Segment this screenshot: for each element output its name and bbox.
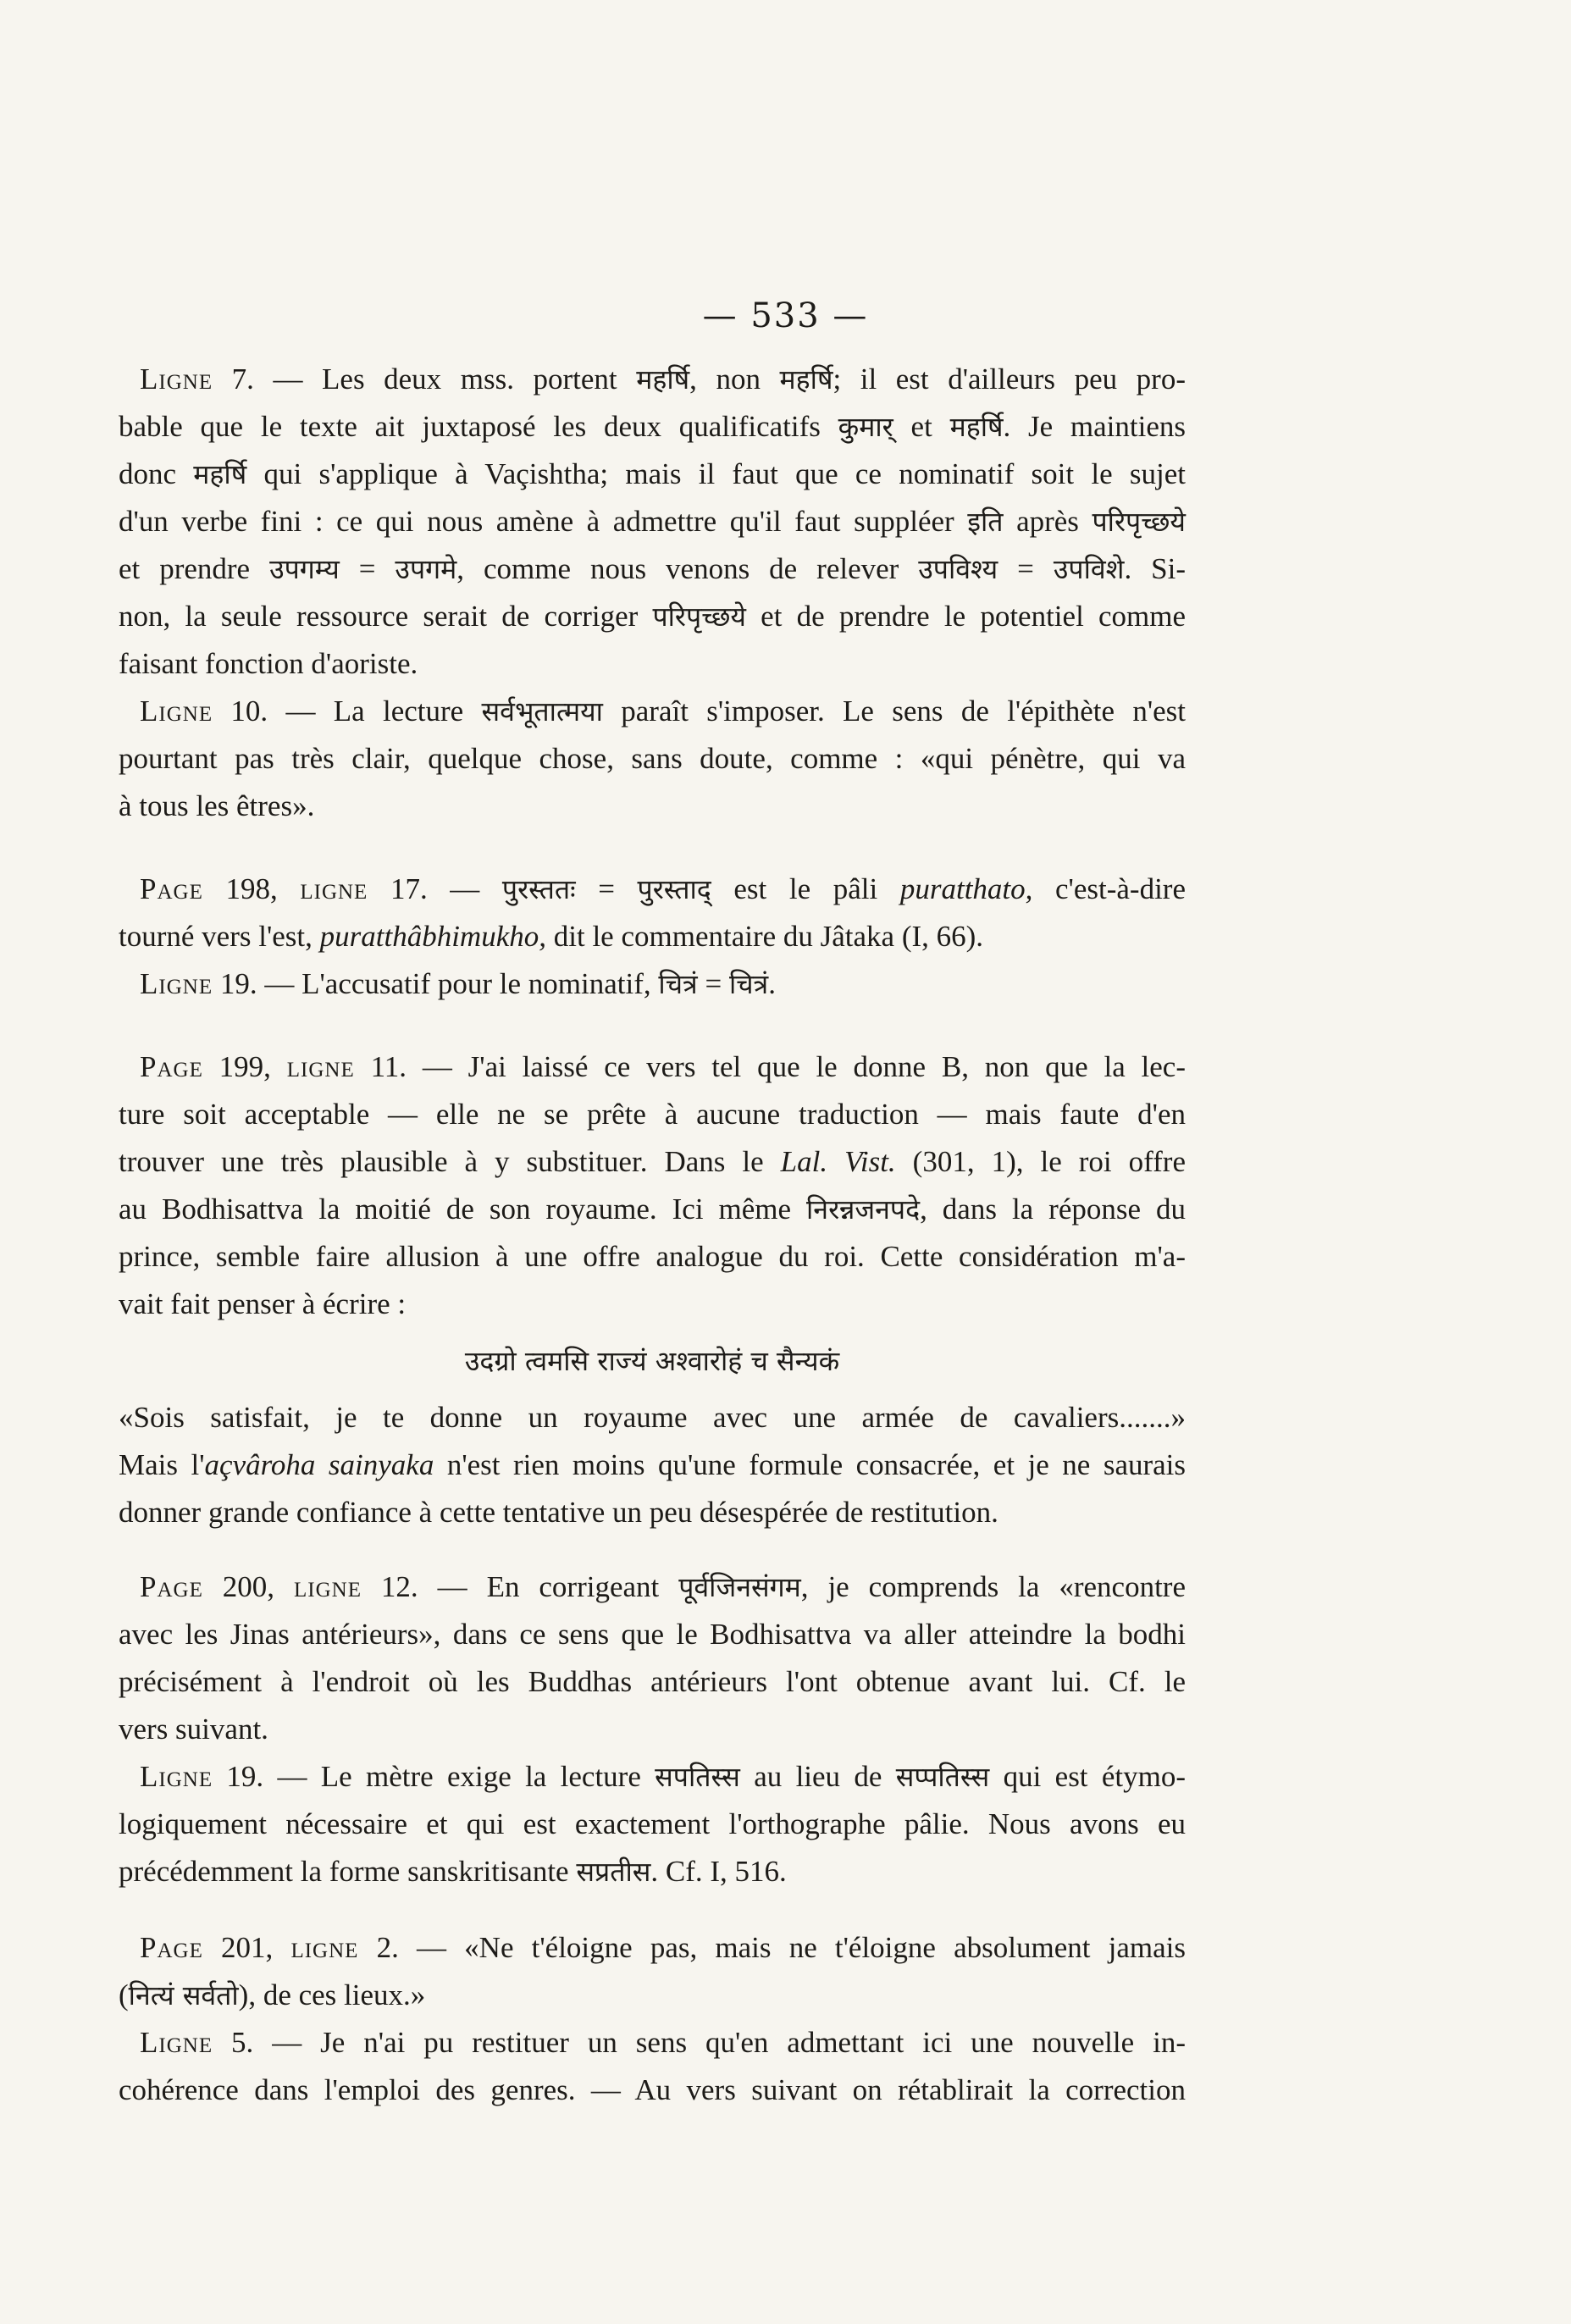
text-line: [119, 545, 1186, 593]
heading-label: Page: [140, 1050, 203, 1083]
text-run: pourtant pas très clair, quelque chose, sans doute, comme : «qui pénètre, qui va: [119, 742, 1186, 775]
text-run: prince, semble faire allusion à une offre analogue du roi. Cette considération m'a-: [119, 1240, 1186, 1273]
devanagari-word: उपविश्य: [918, 553, 998, 585]
heading-label: Ligne: [140, 694, 213, 728]
text-run: au Bodhisattva la moitié de son royaume. Ici même: [119, 1192, 807, 1226]
text-run: «Sois satisfait, je te donne un royaume avec une armée de cavaliers.......»: [119, 1401, 1186, 1434]
text-run: c'est-à-dire: [1032, 872, 1186, 905]
text-line: [119, 913, 1186, 960]
text-run: et prendre: [119, 552, 270, 585]
text-run: 201,: [202, 1931, 291, 1964]
text-line: [119, 1706, 1186, 1753]
devanagari-word: चित्रं: [658, 968, 698, 1000]
text-line: [140, 1563, 1186, 1611]
text-run: est le pâli: [711, 872, 900, 905]
text-run: 5. — Je n'ai pu restituer un sens qu'en admettant ici une nouvelle in-: [213, 2026, 1186, 2059]
text-run: donner grande confiance à cette tentative un peu désespérée de restitution.: [119, 1496, 998, 1529]
text-line: [140, 866, 1186, 913]
devanagari-word: नित्यं सर्वतो: [128, 1979, 239, 2011]
text-line: [119, 1138, 1186, 1186]
devanagari-word: सर्वभूतात्मया: [481, 695, 603, 728]
text-line: [119, 498, 1186, 545]
text-line: [140, 688, 1186, 735]
text-line: [119, 783, 1186, 830]
text-run: qui s'applique à Vaçishtha; mais il faut que ce nominatif soit le sujet: [246, 457, 1186, 490]
text-run: au lieu de: [739, 1760, 896, 1793]
text-line: [119, 1489, 1186, 1536]
devanagari-word: चित्रं: [728, 968, 769, 1000]
text-run: , comme nous venons de relever: [456, 552, 919, 585]
heading-label: Ligne: [140, 1760, 213, 1793]
devanagari-word: सप्पतिस्स: [895, 1761, 990, 1793]
text-line: [119, 451, 1186, 498]
devanagari-word: महर्षि: [193, 458, 247, 490]
text-run: à tous les êtres».: [119, 789, 315, 822]
text-line: [140, 2019, 1186, 2067]
text-run: =: [998, 552, 1054, 585]
text-line: [119, 593, 1186, 640]
text-line: [119, 1848, 1186, 1895]
text-run: avec les Jinas antérieurs», dans ce sens que le Bodhisattva va aller atteindre la bodhi: [119, 1618, 1186, 1651]
text-run: (: [119, 1978, 129, 2011]
text-line: [119, 1233, 1186, 1281]
heading-label: Ligne: [140, 2026, 213, 2059]
text-run: 19. — L'accusatif pour le nominatif,: [213, 967, 659, 1000]
text-run: faisant fonction d'aoriste.: [119, 647, 418, 680]
text-run: ; il est d'ailleurs peu pro-: [833, 362, 1186, 396]
heading-label: ligne: [300, 872, 368, 905]
page-number: — 533 —: [702, 296, 869, 335]
text-run: cohérence dans l'emploi des genres. — Au vers suivant on rétablirait la correction: [119, 2073, 1186, 2106]
text-run: après: [1003, 505, 1093, 538]
text-line: [119, 1972, 1186, 2019]
devanagari-word: पुरस्ततः: [501, 873, 576, 905]
devanagari-word: उपगम्य: [269, 553, 340, 585]
devanagari-word: महर्षि: [779, 363, 833, 396]
heading-label: Page: [140, 872, 203, 905]
text-run: précédemment la forme sanskritisante: [119, 1855, 577, 1888]
text-run: qui est étymo-: [989, 1760, 1186, 1793]
italic-term: puratthâbhimukho,: [319, 920, 546, 953]
devanagari-word: इति: [967, 506, 1004, 538]
text-run: bable que le texte ait juxtaposé les deux qualificatifs: [119, 410, 838, 443]
text-run: (301, 1), le roi offre: [895, 1145, 1186, 1178]
text-line: [140, 1924, 1186, 1972]
text-run: =: [575, 872, 638, 905]
devanagari-word: महर्षि: [949, 411, 1004, 443]
text-run: dit le commentaire du Jâtaka (I, 66).: [546, 920, 984, 953]
text-run: .: [768, 967, 776, 1000]
devanagari-word: उदग्रो त्वमसि राज्यं अश्वारोहं च सैन्यकं: [464, 1345, 840, 1377]
italic-term: puratthato,: [899, 872, 1033, 905]
text-line: [119, 640, 1186, 688]
text-run: . Si-: [1124, 552, 1186, 585]
text-run: 12. — En corrigeant: [361, 1570, 679, 1603]
text-run: 199,: [202, 1050, 287, 1083]
text-run: 10. — La lecture: [213, 694, 482, 728]
text-line: [119, 1091, 1186, 1138]
devanagari-word: पूर्वजिनसंगम: [678, 1571, 801, 1603]
italic-term: Lal. Vist.: [780, 1145, 896, 1178]
text-run: paraît s'imposer. Le sens de l'épithète n'est: [602, 694, 1186, 728]
text-line: [119, 403, 1186, 451]
devanagari-word: कुमार्: [838, 411, 893, 443]
devanagari-word: सप्रतीस: [576, 1856, 651, 1888]
text-line: [140, 1753, 1186, 1801]
text-run: non, la seule ressource serait de corriger: [119, 600, 653, 633]
devanagari-word: पुरस्ताद्: [637, 873, 711, 905]
text-run: d'un verbe fini : ce qui nous amène à admettre qu'il faut suppléer: [119, 505, 968, 538]
text-run: 200,: [202, 1570, 294, 1603]
text-run: tourné vers l'est,: [119, 920, 320, 953]
devanagari-word: महर्षि: [636, 363, 690, 396]
text-run: 198,: [202, 872, 301, 905]
text-run: logiquement nécessaire et qui est exactement l'orthographe pâlie. Nous avons eu: [119, 1807, 1186, 1840]
text-line: [119, 1611, 1186, 1658]
text-run: 17. —: [368, 872, 502, 905]
text-run: Mais l': [119, 1448, 205, 1481]
text-run: vers suivant.: [119, 1713, 268, 1746]
heading-label: Page: [140, 1931, 203, 1964]
text-line: [119, 2067, 1186, 2114]
text-line: [119, 1394, 1186, 1441]
text-line: [119, 1441, 1186, 1489]
devanagari-word: परिपृच्छये: [652, 600, 746, 633]
text-line: [119, 1281, 1186, 1328]
text-run: ), de ces lieux.»: [238, 1978, 426, 2011]
text-run: vait fait penser à écrire :: [119, 1287, 407, 1320]
text-line: [119, 1658, 1186, 1706]
text-run: précisément à l'endroit où les Buddhas antérieurs l'ont obtenue avant lui. Cf. le: [119, 1665, 1186, 1698]
text-line: [140, 1043, 1186, 1091]
text-run: , je comprends la «rencontre: [800, 1570, 1186, 1603]
text-line: [119, 1336, 1186, 1385]
text-run: , dans la réponse du: [920, 1192, 1186, 1226]
heading-label: Ligne: [140, 362, 213, 396]
devanagari-word: उपगमे: [395, 553, 457, 585]
text-run: et de prendre le potentiel comme: [745, 600, 1186, 633]
heading-label: Page: [140, 1570, 203, 1603]
text-run: =: [339, 552, 396, 585]
text-run: trouver une très plausible à y substituer. Dans le: [119, 1145, 781, 1178]
text-line: [119, 735, 1186, 783]
text-run: ture soit acceptable — elle ne se prête à aucune traduction — mais faute d'en: [119, 1098, 1186, 1131]
text-line: [140, 960, 1186, 1008]
text-run: 19. — Le mètre exige la lecture: [213, 1760, 656, 1793]
text-line: [119, 1801, 1186, 1848]
text-run: et: [893, 410, 950, 443]
text-run: 11. — J'ai laissé ce vers tel que le donne B, non que la lec-: [354, 1050, 1186, 1083]
heading-label: ligne: [286, 1050, 355, 1083]
devanagari-word: उपविशे: [1053, 553, 1125, 585]
text-run: =: [697, 967, 729, 1000]
text-run: 2. — «Ne t'éloigne pas, mais ne t'éloigne absolument jamais: [358, 1931, 1186, 1964]
text-line: [140, 356, 1186, 403]
heading-label: Ligne: [140, 967, 213, 1000]
text-run: n'est rien moins qu'une formule consacrée, et je ne saurais: [434, 1448, 1187, 1481]
text-run: . Je maintiens: [1003, 410, 1187, 443]
text-run: . Cf. I, 516.: [650, 1855, 787, 1888]
heading-label: ligne: [290, 1931, 359, 1964]
devanagari-word: सपतिस्स: [655, 1761, 740, 1793]
text-run: , non: [689, 362, 780, 396]
text-run: 7. — Les deux mss. portent: [213, 362, 637, 396]
heading-label: ligne: [294, 1570, 362, 1603]
devanagari-word: निरन्नजनपदे: [806, 1193, 921, 1226]
text-line: [119, 1186, 1186, 1233]
text-run: donc: [119, 457, 194, 490]
devanagari-word: परिपृच्छये: [1092, 506, 1186, 538]
italic-term: açvâroha sainyaka: [204, 1448, 434, 1481]
